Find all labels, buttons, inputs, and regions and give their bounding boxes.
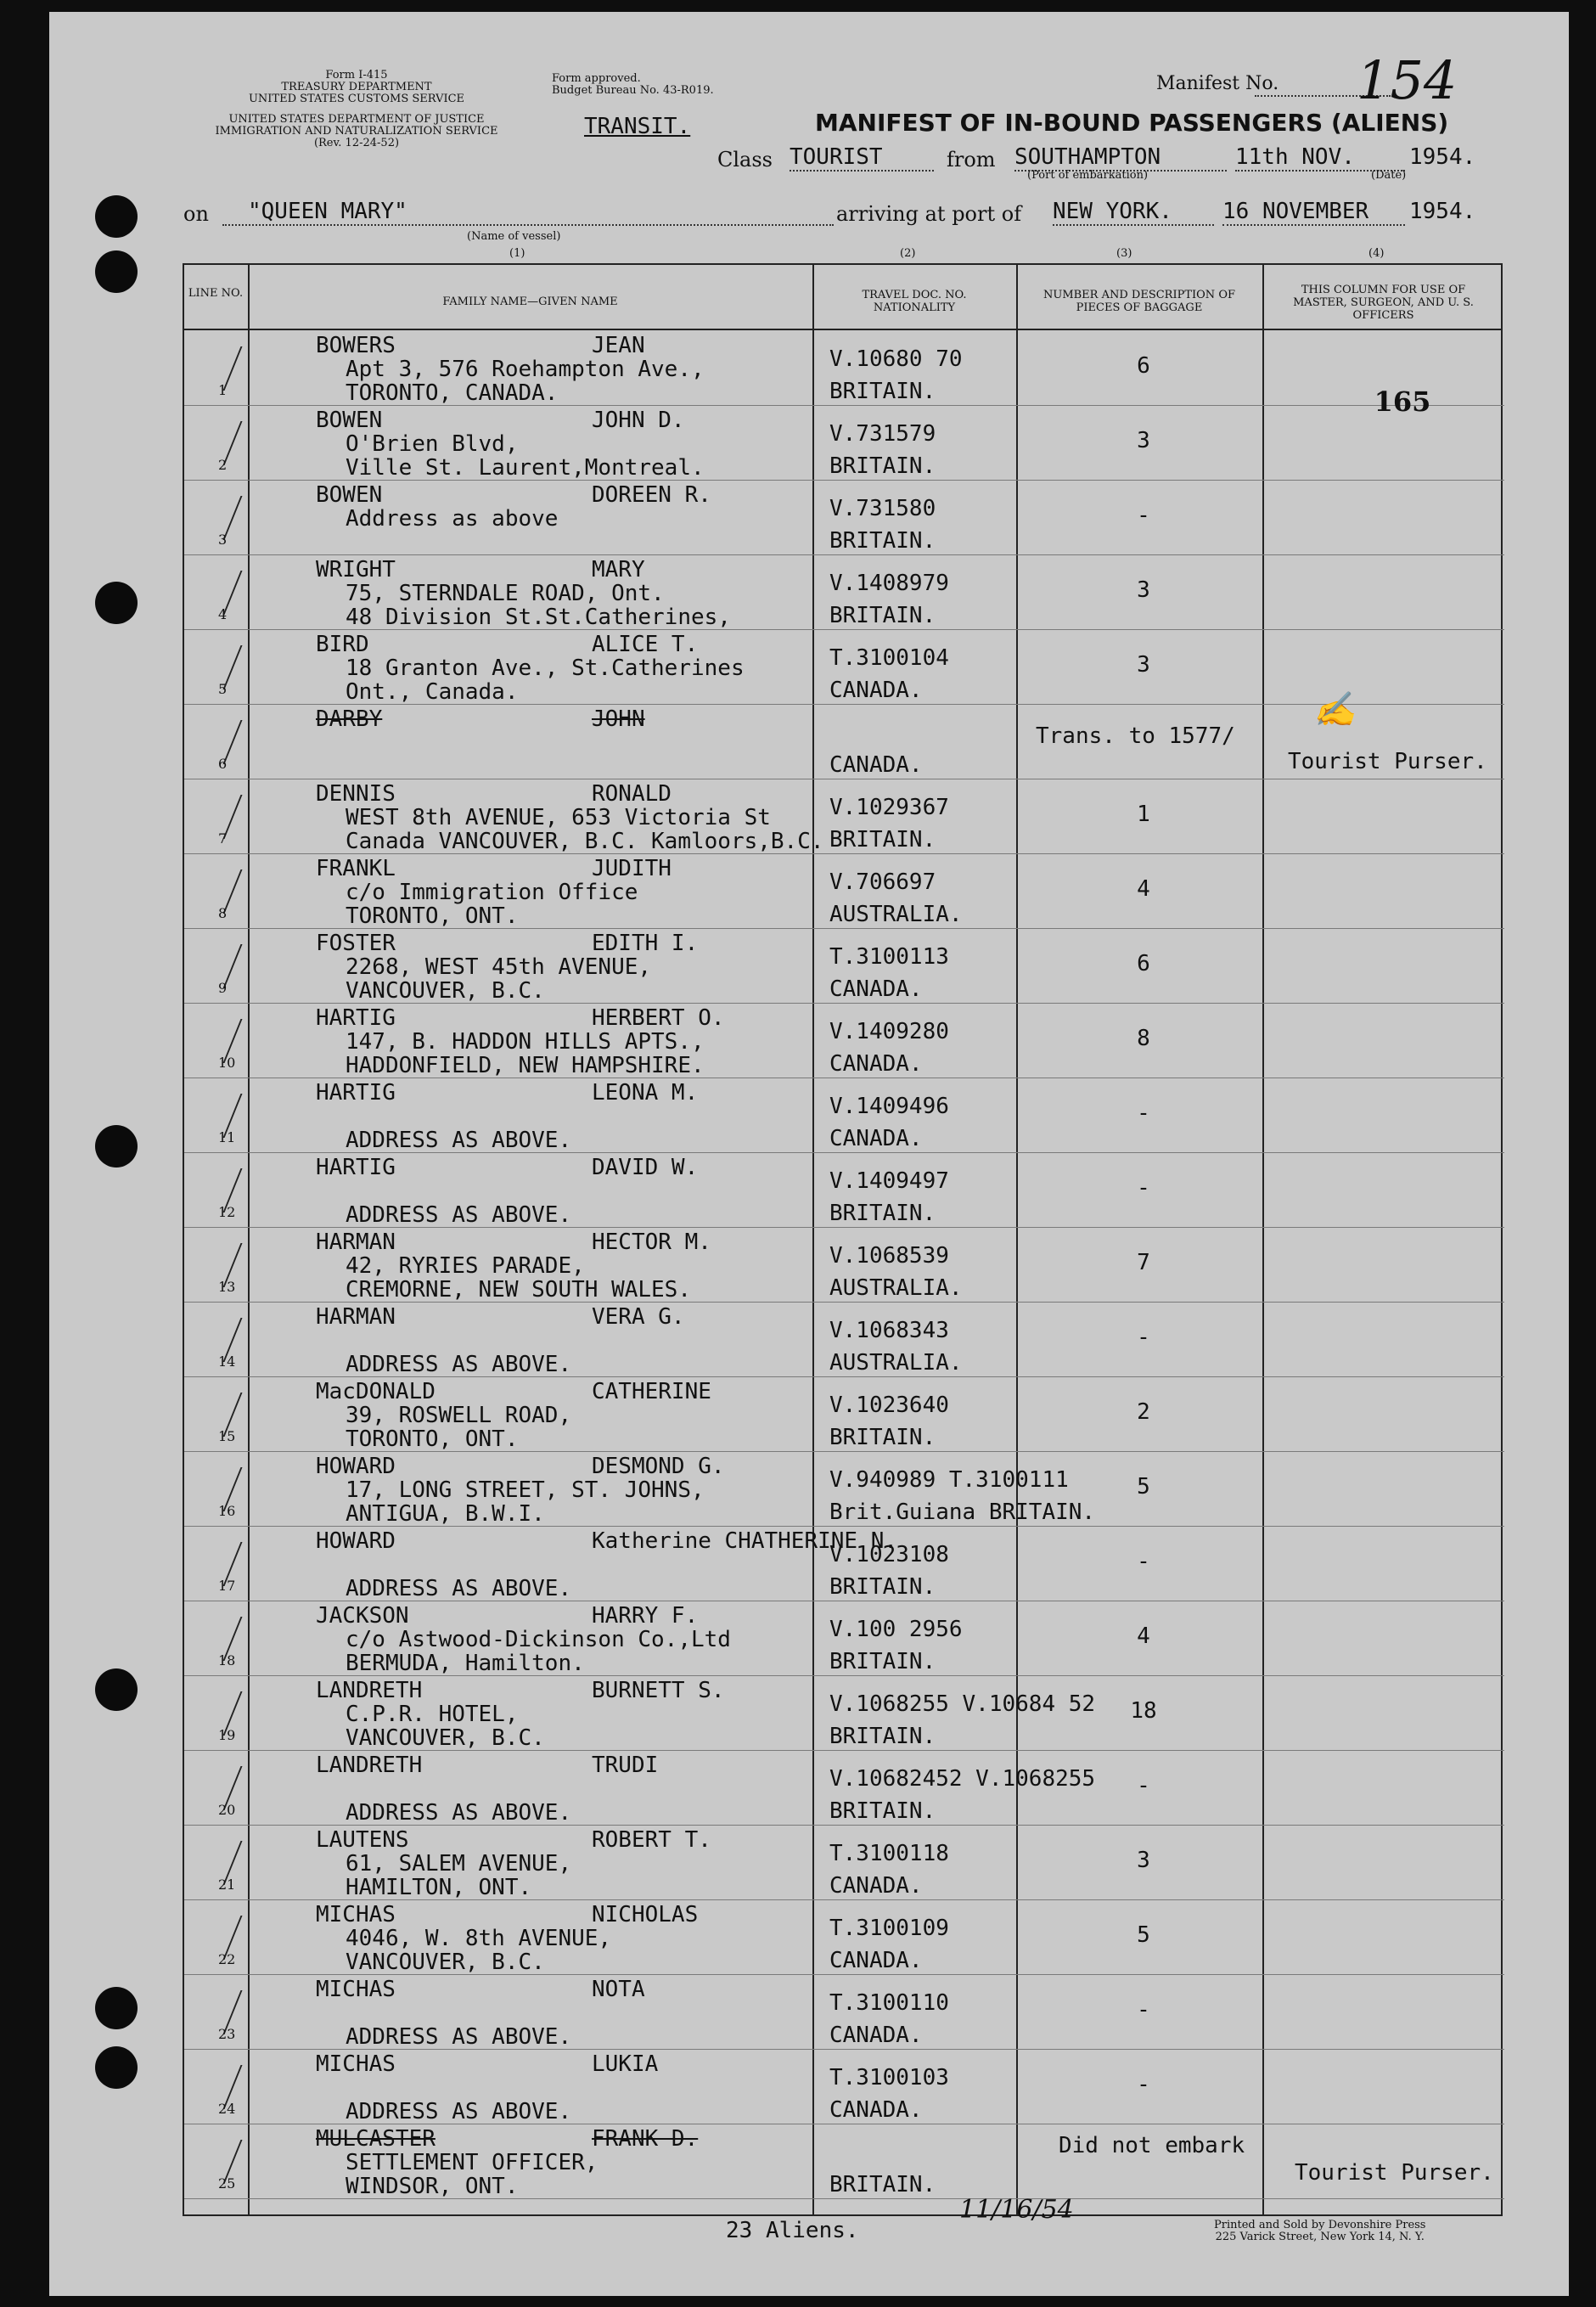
family-name: HARTIG (316, 1080, 396, 1106)
line-number: 24 (218, 2101, 236, 2117)
printer-line-2: 225 Varick Street, New York 14, N. Y. (1215, 2231, 1425, 2243)
header-baggage: NUMBER AND DESCRIPTION OF PIECES OF BAGGAGE (1042, 289, 1235, 314)
binder-hole (95, 250, 138, 293)
form-agency-block (174, 70, 539, 149)
address-line-1: c/o Astwood-Dickinson Co.,Ltd (346, 1627, 731, 1652)
class-value: TOURIST (790, 144, 934, 172)
address-line-1: WEST 8th AVENUE, 653 Victoria St (346, 805, 771, 830)
from-value: SOUTHAMPTON (1014, 144, 1227, 172)
travel-doc-number: V.1409280 (829, 1019, 949, 1044)
line-number: 7 (218, 830, 228, 847)
line-number: 21 (218, 1877, 236, 1893)
table-row (184, 1303, 1504, 1377)
address-line-1: 18 Granton Ave., St.Catherines (346, 656, 745, 681)
nationality: CANADA. (829, 1948, 923, 1973)
table-row (184, 481, 1504, 555)
given-name: JOHN (592, 706, 645, 732)
address-line-2: CREMORNE, NEW SOUTH WALES. (346, 1277, 691, 1303)
table-row (184, 1751, 1504, 1826)
given-name: ROBERT T. (592, 1827, 711, 1853)
table-row (184, 1826, 1504, 1900)
family-name: DENNIS (316, 781, 396, 807)
address-line-2: VANCOUVER, B.C. (346, 1725, 545, 1751)
table-row (184, 1228, 1504, 1303)
family-name: MICHAS (316, 1977, 396, 2002)
arriving-label: arriving at port of (836, 202, 1022, 226)
travel-doc-number: V.100 2956 (829, 1617, 963, 1642)
col-num-4: (4) (1368, 247, 1385, 260)
date-value: 11th NOV. (1235, 144, 1405, 172)
nationality: BRITAIN. (829, 1425, 936, 1450)
travel-doc-number: V.1409497 (829, 1168, 949, 1194)
baggage-count: 4 (1137, 876, 1150, 902)
address-line-2: HAMILTON, ONT. (346, 1875, 532, 1900)
given-name: FRANK D. (592, 2126, 699, 2152)
family-name: JACKSON (316, 1603, 409, 1629)
travel-doc-number: T.3100113 (829, 944, 949, 970)
inspector-signature-date: 11/16/54 (959, 2195, 1074, 2225)
travel-doc-number: V.1068539 (829, 1243, 949, 1269)
travel-doc-number: V.10680 70 (829, 346, 963, 372)
travel-doc-number: T.3100118 (829, 1841, 949, 1866)
travel-doc-number: V.940989 T.3100111 (829, 1467, 1069, 1493)
approval-block (552, 73, 714, 97)
family-name: LANDRETH (316, 1678, 423, 1703)
family-name: FOSTER (316, 931, 396, 956)
line-number: 15 (218, 1428, 236, 1444)
line-number: 16 (218, 1503, 236, 1519)
col-num-1: (1) (509, 247, 525, 260)
line-number: 17 (218, 1578, 236, 1594)
family-name: HOWARD (316, 1454, 396, 1479)
given-name: VERA G. (592, 1304, 685, 1330)
address-line-2: BERMUDA, Hamilton. (346, 1651, 585, 1676)
baggage-count: - (1137, 503, 1150, 528)
address-line-2: ADDRESS AS ABOVE. (346, 1576, 572, 1601)
given-name: LUKIA (592, 2051, 659, 2077)
nationality: BRITAIN. (829, 1201, 936, 1226)
binder-hole (95, 1668, 138, 1711)
given-name: JOHN D. (592, 408, 685, 433)
purser-signature: ✍ (1313, 690, 1356, 729)
nationality: BRITAIN. (829, 1724, 936, 1749)
nationality: CANADA. (829, 1126, 923, 1151)
given-name: RONALD (592, 781, 672, 807)
address-line-2: TORONTO, CANADA. (346, 380, 559, 406)
travel-doc-number: V.1068343 (829, 1318, 949, 1343)
nationality: CANADA. (829, 1051, 923, 1077)
revision-label: (Rev. 12-24-52) (313, 137, 400, 149)
col-num-3: (3) (1116, 247, 1132, 260)
address-line-1: Address as above (346, 506, 559, 532)
nationality: BRITAIN. (829, 1798, 936, 1824)
nationality: BRITAIN. (829, 528, 936, 554)
table-row (184, 929, 1504, 1004)
travel-doc-number: T.3100110 (829, 1990, 949, 2016)
binder-hole (95, 582, 138, 624)
nationality: AUSTRALIA. (829, 1275, 963, 1301)
address-line-2: ADDRESS AS ABOVE. (346, 1800, 572, 1826)
address-line-1: 17, LONG STREET, ST. JOHNS, (346, 1477, 705, 1503)
address-line-1: C.P.R. HOTEL, (346, 1702, 519, 1727)
justice-label: UNITED STATES DEPARTMENT OF JUSTICE (228, 113, 485, 126)
travel-doc-number: T.3100103 (829, 2065, 949, 2090)
baggage-count: 7 (1137, 1250, 1150, 1275)
line-number: 22 (218, 1951, 236, 1967)
budget-bureau: Budget Bureau No. 43-R019. (552, 84, 714, 97)
treasury-label: TREASURY DEPARTMENT (281, 81, 432, 93)
address-line-2: ADDRESS AS ABOVE. (346, 1128, 572, 1153)
baggage-count: 6 (1137, 951, 1150, 976)
baggage-count: - (1137, 1997, 1150, 2023)
baggage-count: 3 (1137, 1848, 1150, 1873)
baggage-count: - (1137, 2072, 1150, 2097)
date-caption: (Date) (1371, 169, 1407, 182)
line-number: 11 (218, 1129, 236, 1145)
address-line-2: 48 Division St.St.Catherines, (346, 605, 731, 630)
nationality: BRITAIN. (829, 827, 936, 852)
family-name: MICHAS (316, 1902, 396, 1927)
arrival-date: 16 NOVEMBER (1222, 199, 1405, 226)
nationality: AUSTRALIA. (829, 1350, 963, 1376)
family-name: HARMAN (316, 1229, 396, 1255)
family-name: HOWARD (316, 1528, 396, 1554)
address-line-2: WINDSOR, ONT. (346, 2174, 519, 2199)
printer-imprint (1214, 2220, 1425, 2243)
customs-label: UNITED STATES CUSTOMS SERVICE (248, 93, 465, 105)
form-number: Form I-415 (325, 69, 388, 82)
table-row (184, 1975, 1504, 2050)
given-name: MARY (592, 557, 645, 582)
line-number: 23 (218, 2026, 236, 2042)
header-doc: TRAVEL DOC. NO. NATIONALITY (862, 289, 967, 314)
arrival-port: NEW YORK. (1053, 199, 1214, 226)
manifest-title: MANIFEST OF IN-BOUND PASSENGERS (ALIENS) (815, 109, 1449, 137)
nationality: BRITAIN. (829, 1649, 936, 1674)
given-name: TRUDI (592, 1753, 659, 1778)
nationality: CANADA. (829, 752, 923, 778)
tourist-purser-1: Tourist Purser. (1288, 749, 1487, 774)
nationality: CANADA. (829, 1873, 923, 1899)
family-name: LAUTENS (316, 1827, 409, 1853)
travel-doc-number: V.10682452 V.1068255 (829, 1766, 1096, 1792)
travel-doc-number: V.1068255 V.10684 52 (829, 1691, 1096, 1717)
arrival-year: 1954. (1409, 199, 1476, 224)
nationality: CANADA. (829, 2097, 923, 2123)
address-line-2: ADDRESS AS ABOVE. (346, 2024, 572, 2050)
line-number: 25 (218, 2175, 236, 2192)
transit-label: TRANSIT. (584, 114, 691, 139)
family-name: MULCASTER (316, 2126, 436, 2152)
officer-number: 165 (1374, 385, 1431, 418)
line-number: 10 (218, 1055, 236, 1071)
address-line-2: Ville St. Laurent,Montreal. (346, 455, 705, 481)
given-name: DOREEN R. (592, 482, 711, 508)
travel-doc-number: V.1023640 (829, 1393, 949, 1418)
tourist-purser-2: Tourist Purser. (1295, 2160, 1494, 2186)
line-number: 3 (218, 532, 228, 548)
nationality: BRITAIN. (829, 603, 936, 628)
ins-label: IMMIGRATION AND NATURALIZATION SERVICE (215, 125, 498, 138)
travel-doc-number: V.731580 (829, 496, 936, 521)
family-name: DARBY (316, 706, 383, 732)
address-line-1: 42, RYRIES PARADE, (346, 1253, 585, 1279)
family-name: HARTIG (316, 1005, 396, 1031)
baggage-count: 5 (1137, 1922, 1150, 1948)
line-number: 4 (218, 606, 228, 622)
vessel-name: "QUEEN MARY" (222, 199, 834, 226)
baggage-count: 6 (1137, 353, 1150, 379)
baggage-count: 3 (1137, 428, 1150, 453)
address-line-1: c/o Immigration Office (346, 880, 638, 905)
travel-doc-number: V.1408979 (829, 571, 949, 596)
line-number: 18 (218, 1652, 236, 1668)
from-caption: (Port of embarkation) (1027, 169, 1149, 182)
vessel-caption: (Name of vessel) (467, 230, 561, 243)
class-label: Class (717, 148, 773, 172)
passenger-table (183, 263, 1503, 2216)
line-number: 9 (218, 980, 228, 996)
col-num-2: (2) (900, 247, 916, 260)
nationality: Brit.Guiana BRITAIN. (829, 1500, 1096, 1525)
on-label: on (183, 202, 209, 226)
header-officers: THIS COLUMN FOR USE OF MASTER, SURGEON, AND U. S. OFFICERS (1293, 284, 1474, 322)
line-number: 20 (218, 1802, 236, 1818)
binder-hole (95, 1125, 138, 1168)
header-name: FAMILY NAME—GIVEN NAME (442, 295, 618, 308)
table-row (184, 1900, 1504, 1975)
family-name: BOWEN (316, 408, 383, 433)
nationality: BRITAIN. (829, 379, 936, 404)
manifest-no-label: Manifest No. (1156, 73, 1279, 94)
nationality: CANADA. (829, 976, 923, 1002)
table-row (184, 1676, 1504, 1751)
travel-doc-number: T.3100109 (829, 1916, 949, 1941)
table-row (184, 779, 1504, 854)
header-line-no: LINE NO. (188, 287, 244, 300)
address-line-2: TORONTO, ONT. (346, 1426, 519, 1452)
given-name: JUDITH (592, 856, 672, 881)
baggage-count: 8 (1137, 1026, 1150, 1051)
given-name: BURNETT S. (592, 1678, 725, 1703)
baggage-count: 5 (1137, 1474, 1150, 1500)
travel-doc-number: V.1023108 (829, 1542, 949, 1567)
table-row (184, 1601, 1504, 1676)
table-row (184, 1078, 1504, 1153)
travel-doc-number: V.706697 (829, 869, 936, 895)
binder-hole (95, 195, 138, 238)
address-line-1: 75, STERNDALE ROAD, Ont. (346, 581, 665, 606)
address-line-2: Canada VANCOUVER, B.C. Kamloors,B.C. (346, 829, 824, 854)
aliens-count: 23 Aliens. (726, 2218, 859, 2243)
line-number: 13 (218, 1279, 236, 1295)
given-name: HARRY F. (592, 1603, 699, 1629)
form-approved: Form approved. (552, 72, 641, 85)
binder-hole (95, 2046, 138, 2089)
address-line-2: ADDRESS AS ABOVE. (346, 1352, 572, 1377)
address-line-1: SETTLEMENT OFFICER, (346, 2150, 598, 2175)
given-name: NOTA (592, 1977, 645, 2002)
baggage-count: - (1137, 1773, 1150, 1798)
address-line-2: VANCOUVER, B.C. (346, 1950, 545, 1975)
nationality: CANADA. (829, 678, 923, 703)
given-name: EDITH I. (592, 931, 699, 956)
nationality: BRITAIN. (829, 2172, 936, 2197)
trans-note: Trans. to 1577/ (1036, 723, 1235, 749)
baggage-count: 3 (1137, 652, 1150, 678)
given-name: JEAN (592, 333, 645, 358)
printer-line-1: Printed and Sold by Devonshire Press (1214, 2219, 1426, 2231)
given-name: ALICE T. (592, 632, 699, 657)
address-line-2: HADDONFIELD, NEW HAMPSHIRE. (346, 1053, 705, 1078)
nationality: CANADA. (829, 2023, 923, 2048)
header-rule (184, 329, 1501, 330)
travel-doc-number: V.1029367 (829, 795, 949, 820)
baggage-count: 2 (1137, 1399, 1150, 1425)
nationality: BRITAIN. (829, 1574, 936, 1600)
family-name: BIRD (316, 632, 369, 657)
given-name: CATHERINE (592, 1379, 711, 1404)
given-name: Katherine CHATHERINE N. (592, 1528, 898, 1554)
baggage-count: 4 (1137, 1623, 1150, 1649)
date-year: 1954. (1409, 144, 1476, 170)
line-number: 14 (218, 1353, 236, 1370)
line-number: 6 (218, 756, 228, 772)
line-number: 5 (218, 681, 228, 697)
address-line-2: Ont., Canada. (346, 679, 519, 705)
from-label: from (947, 148, 996, 172)
line-number: 1 (218, 382, 228, 398)
family-name: MICHAS (316, 2051, 396, 2077)
family-name: LANDRETH (316, 1753, 423, 1778)
table-row (184, 854, 1504, 929)
address-line-1: 2268, WEST 45th AVENUE, (346, 954, 652, 980)
address-line-2: VANCOUVER, B.C. (346, 978, 545, 1004)
address-line-1: Apt 3, 576 Roehampton Ave., (346, 357, 705, 382)
family-name: BOWERS (316, 333, 396, 358)
line-number: 2 (218, 457, 228, 473)
did-not-embark: Did not embark (1059, 2133, 1245, 2158)
address-line-1: 39, ROSWELL ROAD, (346, 1403, 572, 1428)
given-name: DESMOND G. (592, 1454, 725, 1479)
travel-doc-number: T.3100104 (829, 645, 949, 671)
address-line-2: TORONTO, ONT. (346, 903, 519, 929)
given-name: HERBERT O. (592, 1005, 725, 1031)
table-row (184, 1527, 1504, 1601)
table-row (184, 2050, 1504, 2124)
table-row (184, 1153, 1504, 1228)
address-line-1: 61, SALEM AVENUE, (346, 1851, 572, 1877)
table-row (184, 1377, 1504, 1452)
table-row (184, 1452, 1504, 1527)
family-name: HARTIG (316, 1155, 396, 1180)
baggage-count: - (1137, 1100, 1150, 1126)
address-line-1: 4046, W. 8th AVENUE, (346, 1926, 612, 1951)
family-name: HARMAN (316, 1304, 396, 1330)
baggage-count: - (1137, 1175, 1150, 1201)
address-line-2: ANTIGUA, B.W.I. (346, 1501, 545, 1527)
table-row (184, 1004, 1504, 1078)
given-name: NICHOLAS (592, 1902, 699, 1927)
given-name: LEONA M. (592, 1080, 699, 1106)
address-line-1: O'Brien Blvd, (346, 431, 519, 457)
table-row (184, 630, 1504, 705)
family-name: BOWEN (316, 482, 383, 508)
family-name: MacDONALD (316, 1379, 436, 1404)
address-line-1: 147, B. HADDON HILLS APTS., (346, 1029, 705, 1055)
given-name: DAVID W. (592, 1155, 699, 1180)
binder-hole (95, 1987, 138, 2029)
line-number: 19 (218, 1727, 236, 1743)
family-name: FRANKL (316, 856, 396, 881)
baggage-count: 18 (1130, 1698, 1157, 1724)
family-name: WRIGHT (316, 557, 396, 582)
address-line-2: ADDRESS AS ABOVE. (346, 2099, 572, 2124)
travel-doc-number: V.1409496 (829, 1094, 949, 1119)
given-name: HECTOR M. (592, 1229, 711, 1255)
address-line-2: ADDRESS AS ABOVE. (346, 1202, 572, 1228)
baggage-count: 1 (1137, 802, 1150, 827)
line-number: 8 (218, 905, 228, 921)
baggage-count: - (1137, 1325, 1150, 1350)
baggage-count: - (1137, 1549, 1150, 1574)
line-number: 12 (218, 1204, 236, 1220)
manifest-no-value: 154 (1357, 49, 1458, 111)
travel-doc-number: V.731579 (829, 421, 936, 447)
nationality: BRITAIN. (829, 453, 936, 479)
table-row (184, 555, 1504, 630)
nationality: AUSTRALIA. (829, 902, 963, 927)
baggage-count: 3 (1137, 577, 1150, 603)
